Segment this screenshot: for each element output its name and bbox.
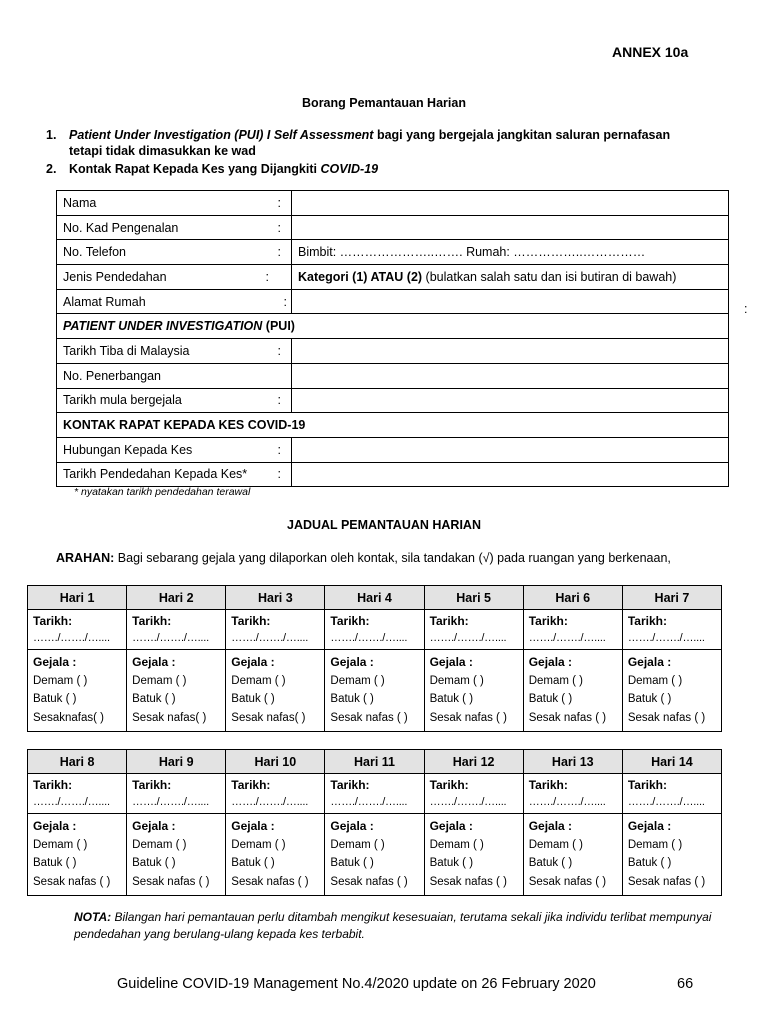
demam-checkbox[interactable]: Demam ( )	[429, 674, 484, 687]
form-title: Borang Pemantauan Harian	[302, 96, 466, 110]
batuk-checkbox[interactable]: Batuk ( )	[231, 693, 275, 705]
tarikh-tiba-field[interactable]	[292, 339, 729, 364]
sesak-nafas-checkbox[interactable]: Sesak nafas ( )	[528, 711, 607, 724]
label: No. Telefon	[63, 245, 127, 260]
jenis-pendedahan-field[interactable]: Kategori (1) ATAU (2) (bulatkan salah satu dan isi butiran di bawah)	[292, 265, 729, 290]
demam-checkbox[interactable]: Demam ( )	[330, 838, 385, 851]
batuk-checkbox[interactable]: Batuk ( )	[33, 857, 77, 869]
label: Alamat Rumah	[63, 294, 146, 309]
tarikh-blank: ……./……./…....	[429, 796, 507, 808]
monitoring-table-week-2	[27, 749, 722, 896]
label: Hubungan Kepada Kes	[63, 442, 193, 457]
gejala-label: Gejala :	[627, 655, 672, 669]
gejala-label: Gejala :	[33, 819, 77, 833]
label: Tarikh Pendedahan Kepada Kes*	[63, 467, 248, 482]
info-row-alamat: Alamat Rumah : :	[57, 289, 729, 314]
sesak-nafas-checkbox[interactable]: Sesak nafas( )	[231, 711, 306, 724]
label: No. Penerbangan	[63, 368, 161, 383]
demam-checkbox[interactable]: Demam ( )	[231, 674, 286, 687]
tarikh-blank: ……./……./…....	[627, 796, 705, 808]
sesak-nafas-checkbox[interactable]: Sesak nafas ( )	[429, 875, 507, 888]
info-row-kad: No. Kad Pengenalan :	[57, 215, 729, 240]
tarikh-label: Tarikh:	[429, 614, 469, 628]
gejala-label: Gejala :	[132, 655, 176, 669]
tarikh-label: Tarikh:	[132, 614, 172, 628]
sesak-nafas-checkbox[interactable]: Sesak nafas( )	[132, 711, 207, 724]
gejala-cell	[523, 814, 622, 896]
day-header: Hari 6	[523, 586, 622, 610]
day-header: Hari 1	[28, 586, 127, 610]
info-row-nama: Nama :	[57, 191, 729, 216]
intro-italic: Patient Under Investigation (PUI) I Self Assessment	[69, 128, 374, 142]
gejala-cell	[127, 814, 226, 896]
sesak-nafas-checkbox[interactable]: Sesak nafas ( )	[231, 875, 309, 888]
tarikh-blank: ……./……./…....	[627, 632, 705, 644]
day-header: Hari 13	[523, 750, 622, 774]
tarikh-label: Tarikh:	[528, 778, 568, 792]
day-header: Hari 8	[28, 750, 127, 774]
nama-field[interactable]	[292, 191, 729, 216]
info-row-tiba: Tarikh Tiba di Malaysia :	[57, 339, 729, 364]
tarikh-blank: ……./……./…....	[33, 796, 110, 808]
tarikh-blank: ……./……./…....	[132, 632, 209, 644]
day-header: Hari 11	[325, 750, 424, 774]
batuk-checkbox[interactable]: Batuk ( )	[132, 857, 176, 869]
sesak-nafas-checkbox[interactable]: Sesak nafas ( )	[627, 875, 706, 888]
page-footer: Guideline COVID-19 Management No.4/2020 update on 26 February 2020	[117, 976, 596, 992]
tarikh-label: Tarikh:	[627, 778, 667, 792]
note: NOTA: Bilangan hari pemantauan perlu ditambah mengikut kesesuaian, terutama sekali jika individu terlibat mempunyai pendedahan yang berulang-ulang kepada kes terbabit.	[74, 910, 712, 941]
gejala-label: Gejala :	[330, 819, 374, 833]
gejala-label: Gejala :	[627, 819, 672, 833]
intro-item-2	[46, 161, 706, 177]
intro-italic: COVID-19	[320, 162, 379, 176]
info-row-jenis: Jenis Pendedahan : Kategori (1) ATAU (2) (bulatkan salah satu dan isi butiran di bawah)	[57, 265, 729, 290]
demam-checkbox[interactable]: Demam ( )	[330, 674, 385, 687]
gejala-cell	[424, 814, 523, 896]
intro-text: Kontak Rapat Kepada Kes yang Dijangkiti	[69, 162, 321, 176]
page-number: 66	[677, 976, 694, 992]
day-header: Hari 12	[424, 750, 523, 774]
gejala-label: Gejala :	[231, 819, 275, 833]
tarikh-blank: ……./……./…....	[528, 796, 606, 808]
tarikh-blank: ……./……./…....	[330, 796, 408, 808]
tarikh-cell[interactable]	[28, 610, 127, 650]
gejala-cell	[226, 650, 325, 732]
gejala-label: Gejala :	[330, 655, 374, 669]
tarikh-cell[interactable]	[325, 610, 424, 650]
gejala-label: Gejala :	[429, 819, 473, 833]
batuk-checkbox[interactable]: Batuk ( )	[231, 857, 275, 869]
schedule-title: JADUAL PEMANTAUAN HARIAN	[287, 518, 481, 532]
intro-item-1	[46, 127, 706, 159]
label: No. Kad Pengenalan	[63, 220, 179, 235]
sesak-nafas-checkbox[interactable]: Sesak nafas ( )	[132, 875, 210, 888]
gejala-label: Gejala :	[528, 819, 573, 833]
info-row-hubungan: Hubungan Kepada Kes :	[57, 437, 729, 462]
tarikh-cell[interactable]	[226, 774, 325, 814]
demam-checkbox[interactable]: Demam ( )	[132, 674, 187, 687]
gejala-cell	[28, 814, 127, 896]
info-row-telefon: No. Telefon : Bimbit: …………………..……. Rumah: ……………..……………	[57, 240, 729, 265]
tarikh-blank: ……./……./…....	[33, 632, 110, 644]
penerbangan-field[interactable]	[292, 363, 729, 388]
section-heading: PATIENT UNDER INVESTIGATION	[63, 319, 263, 334]
gejala-cell	[28, 650, 127, 732]
tarikh-cell[interactable]	[424, 774, 523, 814]
sesak-nafas-checkbox[interactable]: Sesaknafas( )	[33, 711, 104, 724]
gejala-cell	[325, 650, 424, 732]
tarikh-cell[interactable]	[127, 610, 226, 650]
batuk-checkbox[interactable]: Batuk ( )	[33, 693, 77, 705]
batuk-checkbox[interactable]: Batuk ( )	[528, 857, 573, 869]
instructions: ARAHAN: Bagi sebarang gejala yang dilaporkan oleh kontak, sila tandakan (√) pada ruangan yang berkenaan,	[56, 551, 671, 565]
tarikh-label: Tarikh:	[627, 614, 667, 628]
tarikh-label: Tarikh:	[33, 778, 73, 792]
section-heading: KONTAK RAPAT KEPADA KES COVID-19	[57, 413, 729, 438]
gejala-label: Gejala :	[429, 655, 473, 669]
gejala-label: Gejala :	[33, 655, 77, 669]
tarikh-label: Tarikh:	[132, 778, 172, 792]
batuk-checkbox[interactable]: Batuk ( )	[627, 693, 672, 705]
alamat-field[interactable]: :	[292, 289, 729, 314]
tarikh-blank: ……./……./…....	[231, 632, 309, 644]
gejala-cell	[226, 814, 325, 896]
tarikh-cell[interactable]	[28, 774, 127, 814]
demam-checkbox[interactable]: Demam ( )	[132, 838, 187, 851]
gejala-cell	[622, 650, 721, 732]
batuk-checkbox[interactable]: Batuk ( )	[330, 857, 374, 869]
tarikh-pendedahan-field[interactable]	[292, 462, 729, 487]
intro-text: bagi yang bergejala jangkitan saluran pernafasan tetapi tidak dimasukkan ke wad	[69, 128, 671, 158]
demam-checkbox[interactable]: Demam ( )	[627, 838, 683, 851]
day-header: Hari 14	[622, 750, 721, 774]
tarikh-cell[interactable]	[226, 610, 325, 650]
footnote: * nyatakan tarikh pendedahan terawal	[74, 486, 251, 498]
gejala-cell	[622, 814, 721, 896]
day-header: Hari 10	[226, 750, 325, 774]
intro-number: 1.	[46, 128, 57, 142]
tarikh-label: Tarikh:	[231, 778, 271, 792]
label: Nama	[63, 195, 97, 210]
tarikh-cell[interactable]	[424, 610, 523, 650]
tarikh-label: Tarikh:	[429, 778, 469, 792]
sesak-nafas-checkbox[interactable]: Sesak nafas ( )	[330, 711, 408, 724]
gejala-label: Gejala :	[528, 655, 573, 669]
batuk-checkbox[interactable]: Batuk ( )	[429, 693, 474, 705]
gejala-label: Gejala :	[231, 655, 275, 669]
batuk-checkbox[interactable]: Batuk ( )	[330, 693, 374, 705]
tarikh-label: Tarikh:	[231, 614, 271, 628]
tarikh-cell[interactable]	[127, 774, 226, 814]
tarikh-label: Tarikh:	[330, 778, 370, 792]
demam-checkbox[interactable]: Demam ( )	[33, 674, 88, 687]
annex-label: ANNEX 10a	[612, 44, 689, 60]
info-section-kontak	[57, 413, 729, 438]
sesak-nafas-checkbox[interactable]: Sesak nafas ( )	[330, 875, 408, 888]
tarikh-blank: ……./……./…....	[429, 632, 507, 644]
batuk-checkbox[interactable]: Batuk ( )	[627, 857, 672, 869]
tarikh-cell[interactable]	[325, 774, 424, 814]
monitoring-table-week-1	[27, 585, 722, 732]
day-header: Hari 5	[424, 586, 523, 610]
demam-checkbox[interactable]: Demam ( )	[627, 674, 683, 687]
day-header: Hari 9	[127, 750, 226, 774]
tarikh-blank: ……./……./…....	[330, 632, 408, 644]
kad-pengenalan-field[interactable]	[292, 215, 729, 240]
day-header: Hari 3	[226, 586, 325, 610]
hubungan-field[interactable]	[292, 437, 729, 462]
tarikh-label: Tarikh:	[330, 614, 370, 628]
day-header: Hari 7	[622, 586, 721, 610]
batuk-checkbox[interactable]: Batuk ( )	[429, 857, 474, 869]
demam-checkbox[interactable]: Demam ( )	[231, 838, 286, 851]
tarikh-label: Tarikh:	[528, 614, 568, 628]
gejala-cell	[127, 650, 226, 732]
label: Jenis Pendedahan	[63, 269, 167, 284]
tarikh-mula-field[interactable]	[292, 388, 729, 413]
demam-checkbox[interactable]: Demam ( )	[528, 674, 584, 687]
tarikh-blank: ……./……./…....	[132, 796, 209, 808]
sesak-nafas-checkbox[interactable]: Sesak nafas ( )	[627, 711, 706, 724]
demam-checkbox[interactable]: Demam ( )	[429, 838, 484, 851]
sesak-nafas-checkbox[interactable]: Sesak nafas ( )	[33, 875, 111, 888]
sesak-nafas-checkbox[interactable]: Sesak nafas ( )	[429, 711, 507, 724]
tarikh-blank: ……./……./…....	[528, 632, 606, 644]
day-header: Hari 2	[127, 586, 226, 610]
sesak-nafas-checkbox[interactable]: Sesak nafas ( )	[528, 875, 607, 888]
tarikh-cell[interactable]	[523, 774, 622, 814]
info-row-mula: Tarikh mula bergejala :	[57, 388, 729, 413]
gejala-cell	[523, 650, 622, 732]
gejala-cell	[325, 814, 424, 896]
tarikh-cell[interactable]	[622, 610, 721, 650]
demam-checkbox[interactable]: Demam ( )	[528, 838, 584, 851]
label: Tarikh Tiba di Malaysia	[63, 343, 190, 358]
tarikh-cell[interactable]	[622, 774, 721, 814]
info-section-pui: PATIENT UNDER INVESTIGATION (PUI)	[57, 314, 729, 339]
day-header: Hari 4	[325, 586, 424, 610]
batuk-checkbox[interactable]: Batuk ( )	[528, 693, 573, 705]
info-row-penerbangan	[57, 363, 729, 388]
tarikh-cell[interactable]	[523, 610, 622, 650]
gejala-label: Gejala :	[132, 819, 176, 833]
batuk-checkbox[interactable]: Batuk ( )	[132, 693, 176, 705]
tarikh-label: Tarikh:	[33, 614, 73, 628]
gejala-cell	[424, 650, 523, 732]
tarikh-blank: ……./……./…....	[231, 796, 309, 808]
telefon-field[interactable]: Bimbit: …………………..……. Rumah: ……………..……………	[292, 240, 729, 265]
demam-checkbox[interactable]: Demam ( )	[33, 838, 88, 851]
intro-number: 2.	[46, 162, 57, 176]
info-table	[56, 190, 748, 487]
info-row-pendedahan: Tarikh Pendedahan Kepada Kes* :	[57, 462, 729, 487]
label: Tarikh mula bergejala	[63, 393, 182, 408]
